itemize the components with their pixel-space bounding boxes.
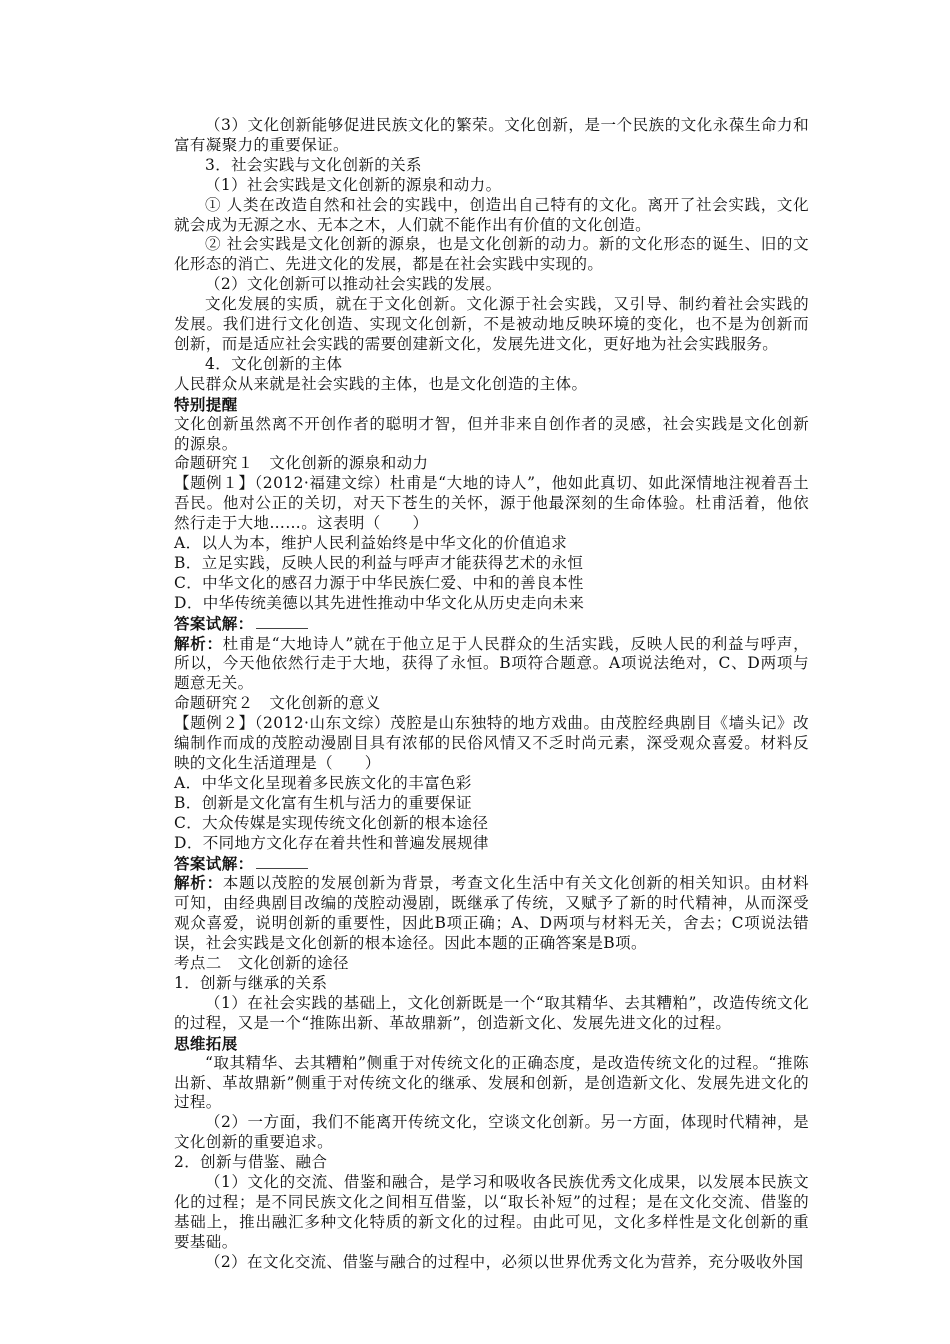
paragraph xyxy=(174,794,809,814)
paragraph xyxy=(174,954,809,974)
paragraph xyxy=(174,994,809,1034)
paragraph-text: （2）一方面，我们不能离开传统文化，空谈文化创新。另一方面，体现时代精神，是文化创新的重要追求。 xyxy=(174,1113,809,1152)
paragraph-text: ② 社会实践是文化创新的源泉，也是文化创新的动力。新的文化形态的诞生、旧的文化形态的消亡、先进文化的发展，都是在社会实践中实现的。 xyxy=(174,235,809,274)
paragraph-text: 【题例１】（2012·福建文综）杜甫是“大地的诗人”，他如此真切、如此深情地注视着吾土吾民。他对公正的关切，对天下苍生的关怀，源于他最深刻的生命体验。杜甫活着，他依然行走于大地……。这表明（ ） xyxy=(174,474,809,533)
paragraph xyxy=(174,1153,809,1173)
paragraph xyxy=(174,1173,809,1253)
paragraph xyxy=(174,873,809,954)
paragraph-text: C．中华文化的感召力源于中华民族仁爱、中和的善良本性 xyxy=(174,573,584,592)
paragraph xyxy=(174,156,809,176)
paragraph-text: （1）文化的交流、借鉴和融合，是学习和吸收各民族优秀文化成果，以发展本民族文化的过程；是不同民族文化之间相互借鉴，以“取长补短”的过程；是在文化交流、借鉴的基础上，推出融汇多种文化特质的新文化的过程。由此可见，文化多样性是文化创新的重要基础。 xyxy=(174,1173,809,1251)
paragraph xyxy=(174,415,809,455)
paragraph xyxy=(174,454,809,474)
paragraph-text: 杜甫是“大地诗人”就在于他立足于人民群众的生活实践，反映人民的利益与呼声，所以，今天他依然行走于大地，获得了永恒。B项符合题意。A项说法绝对，C、D两项与题意无关。 xyxy=(174,634,810,693)
paragraph xyxy=(174,774,809,794)
section-heading xyxy=(174,395,809,415)
paragraph-text: C．大众传媒是实现传统文化创新的根本途径 xyxy=(174,813,489,832)
paragraph xyxy=(174,634,809,695)
paragraph-text: 4．文化创新的主体 xyxy=(205,354,343,373)
paragraph xyxy=(174,554,809,574)
paragraph-text: B．立足实践，反映人民的利益与呼声才能获得艺术的永恒 xyxy=(174,553,584,572)
paragraph-text: 思维拓展 xyxy=(174,1033,238,1053)
paragraph-text: 文化发展的实质，就在于文化创新。文化源于社会实践，又引导、制约着社会实践的发展。我们进行文化创造、实现文化创新，不是被动地反映环境的变化，也不是为创新而创新，而是适应社会实践的需要创建新文化，发展先进文化，更好地为社会实践服务。 xyxy=(174,295,809,353)
paragraph-text: ① 人类在改造自然和社会的实践中，创造出自己特有的文化。离开了社会实践，文化就会成为无源之水、无本之木，人们就不能作出有价值的文化创造。 xyxy=(174,195,809,234)
paragraph-text: “取其精华、去其糟粕”侧重于对传统文化的正确态度，是改造传统文化的过程。“推陈出新、革故鼎新”侧重于对传统文化的继承、发展和创新，是创造新文化、发展先进文化的过程。 xyxy=(174,1053,809,1112)
answer-blank xyxy=(256,855,308,869)
paragraph-text: 3．社会实践与文化创新的关系 xyxy=(205,155,422,174)
paragraph xyxy=(174,1113,809,1153)
paragraph-text: 考点二 文化创新的途径 xyxy=(174,954,349,973)
paragraph-text: 人民群众从来就是社会实践的主体，也是文化创造的主体。 xyxy=(174,374,588,393)
paragraph-text: 答案试解： xyxy=(174,613,254,633)
paragraph xyxy=(174,814,809,834)
section-heading xyxy=(174,614,809,634)
paragraph-text: 命题研究１ 文化创新的源泉和动力 xyxy=(174,454,429,473)
analysis-label: 解析： xyxy=(174,633,223,653)
paragraph xyxy=(174,235,809,275)
paragraph xyxy=(174,1054,809,1114)
paragraph xyxy=(174,116,809,156)
paragraph xyxy=(174,534,809,554)
paragraph xyxy=(174,474,809,534)
paragraph xyxy=(174,196,809,236)
document-body xyxy=(174,116,809,1273)
paragraph xyxy=(174,714,809,774)
paragraph xyxy=(174,694,809,714)
paragraph-text: 特别提醒 xyxy=(174,394,238,414)
paragraph xyxy=(174,295,809,355)
paragraph-text: A．中华文化呈现着多民族文化的丰富色彩 xyxy=(174,773,472,792)
answer-blank xyxy=(256,615,308,629)
paragraph-text: （3）文化创新能够促进民族文化的繁荣。文化创新，是一个民族的文化永葆生命力和富有凝聚力的重要保证。 xyxy=(174,116,809,154)
section-heading xyxy=(174,1034,809,1054)
paragraph-text: （2）在文化交流、借鉴与融合的过程中，必须以世界优秀文化为营养，充分吸收外国 xyxy=(205,1252,804,1271)
section-heading xyxy=(174,854,809,874)
paragraph xyxy=(174,974,809,994)
analysis-label: 解析： xyxy=(174,873,223,893)
paragraph-text: D．中华传统美德以其先进性推动中华文化从历史走向未来 xyxy=(174,593,585,612)
paragraph-text: A．以人为本，维护人民利益始终是中华文化的价值追求 xyxy=(174,534,568,553)
paragraph-text: 【题例２】（2012·山东文综）茂腔是山东独特的地方戏曲。由茂腔经典剧目《墙头记》改编制作而成的茂腔动漫剧目具有浓郁的民俗风情又不乏时尚元素，深受观众喜爱。材料反映的文化生活道理是（ ） xyxy=(174,714,809,772)
paragraph-text: （2）文化创新可以推动社会实践的发展。 xyxy=(205,275,502,294)
paragraph xyxy=(174,834,809,854)
paragraph xyxy=(174,275,809,295)
paragraph-text: D．不同地方文化存在着共性和普遍发展规律 xyxy=(174,833,489,852)
paragraph xyxy=(174,355,809,375)
paragraph-text: 2．创新与借鉴、融合 xyxy=(174,1153,328,1172)
paragraph xyxy=(174,375,809,395)
paragraph xyxy=(174,176,809,196)
paragraph xyxy=(174,594,809,614)
paragraph-text: 命题研究２ 文化创新的意义 xyxy=(174,694,381,713)
paragraph-text: 文化创新虽然离不开创作者的聪明才智，但并非来自创作者的灵感，社会实践是文化创新的源泉。 xyxy=(174,414,809,453)
paragraph-text: 答案试解： xyxy=(174,853,254,873)
paragraph-text: （1）社会实践是文化创新的源泉和动力。 xyxy=(205,175,502,194)
paragraph-text: 本题以茂腔的发展创新为背景，考查文化生活中有关文化创新的相关知识。由材料可知，由经典剧目改编的茂腔动漫剧，既继承了传统，又赋予了新的时代精神，从而深受观众喜爱，说明创新的重要性，因此B项正确；A、D两项与材料无关，舍去；C项说法错误，社会实践是文化创新的根本途径。因此本题的正确答案是B项。 xyxy=(174,874,810,953)
paragraph-text: 1．创新与继承的关系 xyxy=(174,973,328,992)
paragraph-text: B．创新是文化富有生机与活力的重要保证 xyxy=(174,793,472,812)
paragraph-text: （1）在社会实践的基础上，文化创新既是一个“取其精华、去其糟粕”，改造传统文化的过程，又是一个“推陈出新、革故鼎新”，创造新文化、发展先进文化的过程。 xyxy=(174,993,809,1032)
paragraph xyxy=(174,574,809,594)
paragraph xyxy=(174,1253,809,1273)
